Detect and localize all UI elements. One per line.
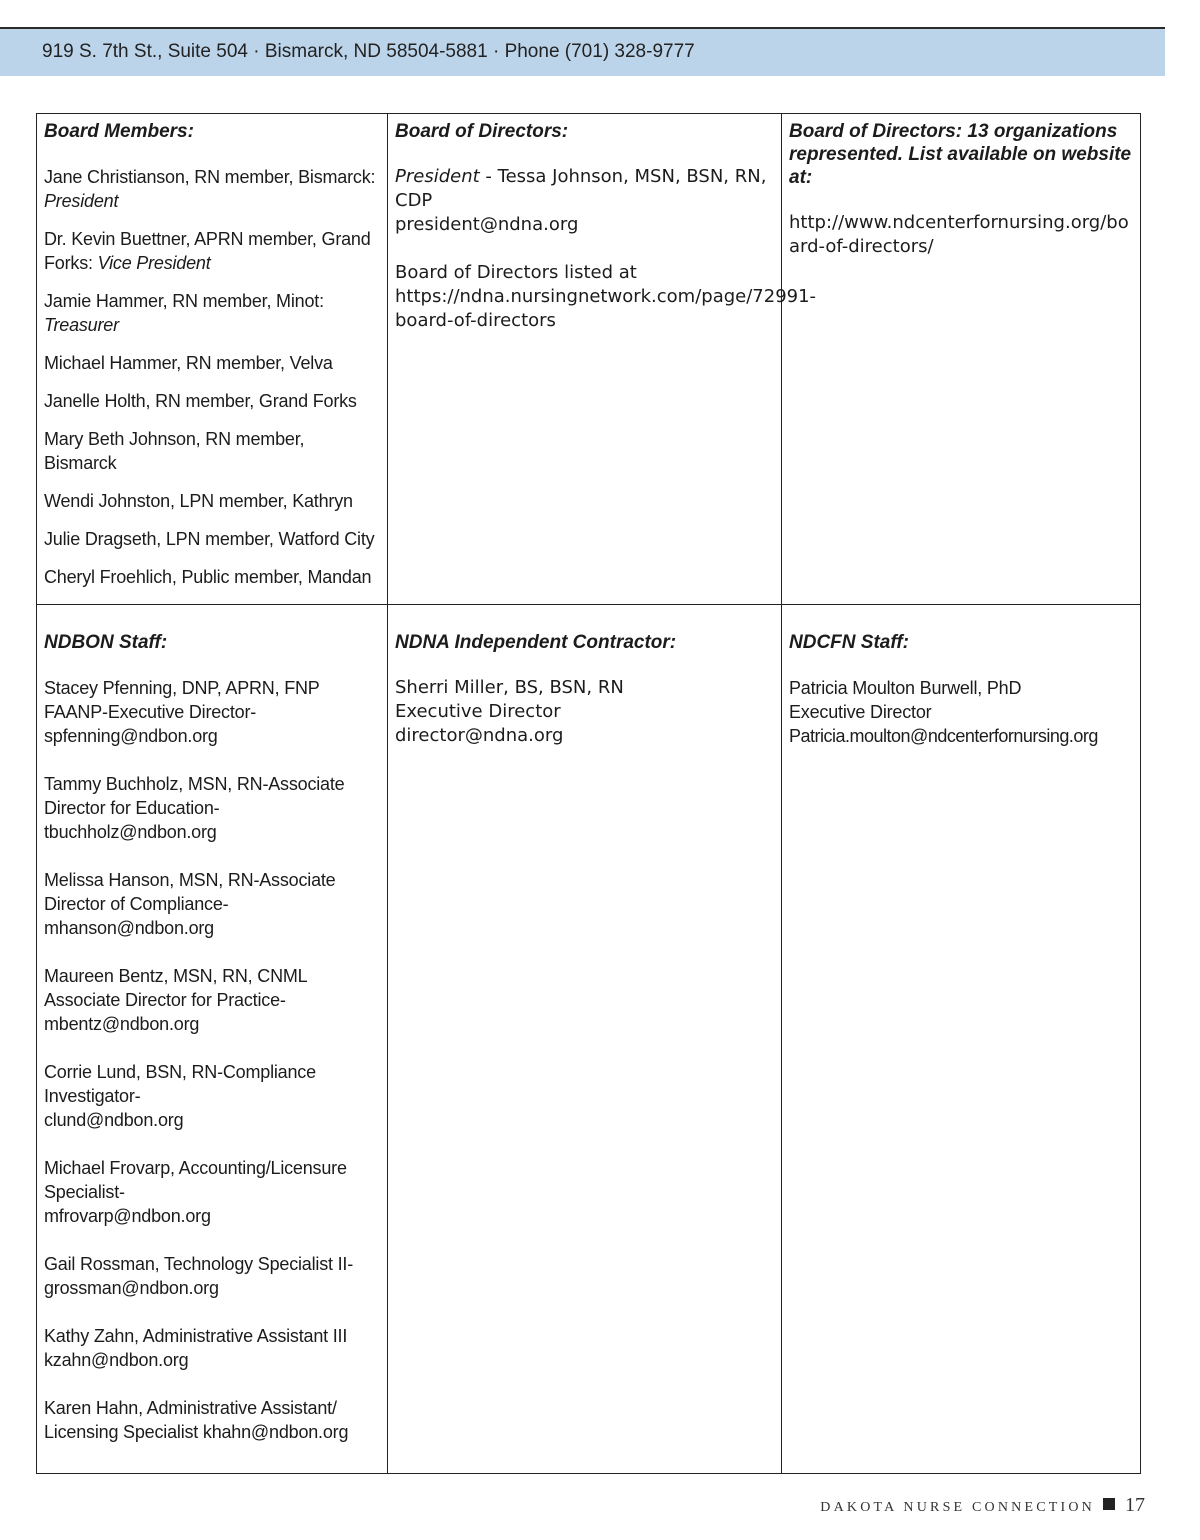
square-bullet-icon bbox=[1103, 1498, 1115, 1510]
board-member bbox=[44, 389, 380, 413]
board-member bbox=[44, 565, 380, 589]
magazine-name: DAKOTA NURSE CONNECTION bbox=[820, 1500, 1095, 1515]
ndna-board-heading: Board of Directors: bbox=[395, 121, 569, 142]
ndcfn-staff-cell bbox=[782, 605, 1141, 1474]
board-member-role: Treasurer bbox=[44, 315, 119, 335]
staff-entry-line: Maureen Bentz, MSN, RN, CNML bbox=[44, 966, 308, 986]
address-bar bbox=[0, 29, 1165, 76]
board-member bbox=[44, 289, 380, 337]
staff-entry-line: kzahn@ndbon.org bbox=[44, 1350, 189, 1370]
staff-entry-line: mfrovarp@ndbon.org bbox=[44, 1206, 211, 1226]
staff-entry-line: Gail Rossman, Technology Specialist II- bbox=[44, 1254, 354, 1274]
ndna-board-cell bbox=[388, 114, 817, 605]
page-number: 17 bbox=[1125, 1494, 1145, 1516]
staff-entry-line: spfenning@ndbon.org bbox=[44, 726, 218, 746]
ndna-contractor bbox=[395, 676, 774, 748]
board-member bbox=[44, 165, 380, 213]
ndna-staff-cell bbox=[388, 605, 782, 1474]
staff-entry bbox=[44, 868, 380, 940]
ndcfn-board-url: http://www.ndcenterfornursing.org/board-of-directors/ bbox=[789, 212, 1129, 257]
president-name: - Tessa Johnson, MSN, BSN, RN, CDP bbox=[395, 166, 767, 211]
board-member-name: Julie Dragseth, LPN member, Watford City bbox=[44, 529, 375, 549]
staff-entry-line: tbuchholz@ndbon.org bbox=[44, 822, 217, 842]
ndcfn-staff-contact bbox=[789, 676, 1133, 748]
ndcfn-staff-title: Executive Director bbox=[789, 702, 932, 722]
staff-entry-line: mhanson@ndbon.org bbox=[44, 918, 214, 938]
board-member-name: Dr. Kevin Buettner, APRN member, Grand Forks: bbox=[44, 229, 371, 273]
board-member-name: Janelle Holth, RN member, Grand Forks bbox=[44, 391, 357, 411]
ndna-board-listing: Board of Directors listed at https://ndna.nursingnetwork.com/page/72991-board-of-directors bbox=[395, 262, 817, 331]
staff-entry-line: Director for Education- bbox=[44, 798, 220, 818]
staff-entry-line: Kathy Zahn, Administrative Assistant III bbox=[44, 1326, 348, 1346]
staff-entry-line: Stacey Pfenning, DNP, APRN, FNP bbox=[44, 678, 320, 698]
staff-entry bbox=[44, 1252, 380, 1300]
ndbon-staff-cell bbox=[37, 605, 388, 1474]
staff-entry-line: clund@ndbon.org bbox=[44, 1110, 184, 1130]
staff-entry-line: Karen Hahn, Administrative Assistant/ bbox=[44, 1398, 337, 1418]
ndcfn-staff-email: Patricia.moulton@ndcenterfornursing.org bbox=[789, 726, 1098, 746]
ndcfn-board-heading: Board of Directors: 13 organizations represented. List available on website at: bbox=[789, 121, 1132, 188]
staff-entry-line: grossman@ndbon.org bbox=[44, 1278, 219, 1298]
board-row bbox=[37, 114, 1141, 605]
ndbon-board-cell bbox=[37, 114, 388, 605]
staff-entry-line: Michael Frovarp, Accounting/Licensure bbox=[44, 1158, 347, 1178]
board-member bbox=[44, 427, 380, 475]
page-footer bbox=[0, 1494, 1145, 1517]
staff-entry-line: Director of Compliance- bbox=[44, 894, 229, 914]
ndna-president bbox=[395, 165, 774, 237]
address-text: 919 S. 7th St., Suite 504 · Bismarck, ND 58504-5881 · Phone (701) 328-9777 bbox=[42, 41, 695, 62]
staff-entry-line: Corrie Lund, BSN, RN-Compliance bbox=[44, 1062, 316, 1082]
ndcfn-board-cell bbox=[782, 114, 1141, 605]
staff-entry-line: Licensing Specialist khahn@ndbon.org bbox=[44, 1422, 349, 1442]
board-member-name: Jane Christianson, RN member, Bismarck: bbox=[44, 167, 376, 187]
staff-list bbox=[44, 676, 380, 1444]
board-member-role: President bbox=[44, 191, 119, 211]
staff-entry bbox=[44, 676, 380, 748]
board-member-name: Wendi Johnston, LPN member, Kathryn bbox=[44, 491, 353, 511]
board-member-name: Mary Beth Johnson, RN member, Bismarck bbox=[44, 429, 305, 473]
staff-entry bbox=[44, 1060, 380, 1132]
board-member bbox=[44, 351, 380, 375]
staff-row bbox=[37, 605, 1141, 1474]
contractor-title: Executive Director bbox=[395, 701, 561, 722]
contractor-email: director@ndna.org bbox=[395, 725, 564, 746]
staff-entry-line: Investigator- bbox=[44, 1086, 141, 1106]
board-member bbox=[44, 489, 380, 513]
board-member-list bbox=[44, 165, 380, 589]
ndcfn-staff-name: Patricia Moulton Burwell, PhD bbox=[789, 678, 1022, 698]
staff-entry bbox=[44, 964, 380, 1036]
president-label: President bbox=[395, 166, 480, 187]
staff-entry bbox=[44, 1324, 380, 1372]
ndna-staff-heading: NDNA Independent Contractor: bbox=[395, 632, 677, 653]
board-member-name: Cheryl Froehlich, Public member, Mandan bbox=[44, 567, 372, 587]
board-member-name: Jamie Hammer, RN member, Minot: bbox=[44, 291, 324, 311]
staff-entry-line: Specialist- bbox=[44, 1182, 125, 1202]
ndbon-board-heading: Board Members: bbox=[44, 121, 194, 142]
ndcfn-staff-heading: NDCFN Staff: bbox=[789, 632, 909, 653]
board-member bbox=[44, 527, 380, 551]
staff-entry-line: Tammy Buchholz, MSN, RN-Associate bbox=[44, 774, 345, 794]
board-member bbox=[44, 227, 380, 275]
staff-entry bbox=[44, 1396, 380, 1444]
staff-entry bbox=[44, 772, 380, 844]
staff-entry-line: Associate Director for Practice- bbox=[44, 990, 286, 1010]
board-member-name: Michael Hammer, RN member, Velva bbox=[44, 353, 333, 373]
staff-entry bbox=[44, 1156, 380, 1228]
ndbon-staff-heading: NDBON Staff: bbox=[44, 632, 168, 653]
staff-entry-line: mbentz@ndbon.org bbox=[44, 1014, 200, 1034]
contacts-table bbox=[36, 113, 1141, 1474]
staff-entry-line: Melissa Hanson, MSN, RN-Associate bbox=[44, 870, 336, 890]
staff-entry-line: FAANP-Executive Director- bbox=[44, 702, 257, 722]
president-email: president@ndna.org bbox=[395, 214, 579, 235]
board-member-role: Vice President bbox=[97, 253, 211, 273]
contractor-name: Sherri Miller, BS, BSN, RN bbox=[395, 677, 624, 698]
